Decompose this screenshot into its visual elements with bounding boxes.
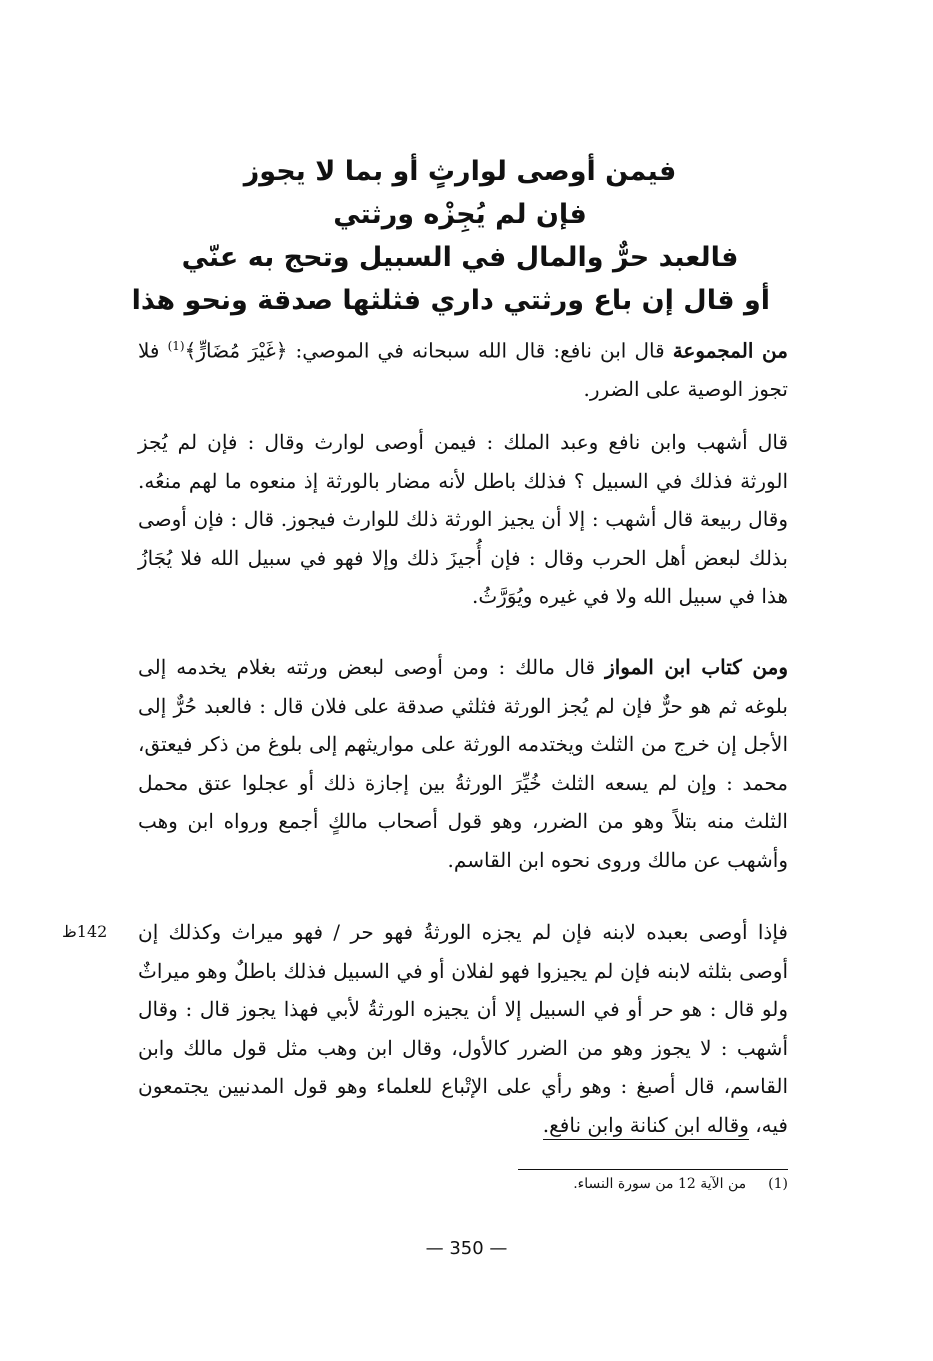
footnote-number: (1) [768, 1176, 788, 1192]
title-line-3: فالعبد حرٌّ والمال في السبيل وتحج به عنّي [181, 242, 739, 273]
paragraph-4 [138, 913, 788, 1144]
page-number: — 350 — [425, 1238, 508, 1259]
paragraph-text: فإذا أوصى بعبده لابنه فإن لم يجزه الورثةُ فهو حر / فهو ميراث وكذلك إن أوصى بثلثه لابنه فإن لم يجيزوا فهو لفلان أو في السبيل فذلك باطلٌ وهو ميراثٌ ولو قال : هو حر أو في السبيل إلا أن يجيزه الورثةُ لأبي فهذا يجوز قال : وقال أشهب : لا يجوز وهو من الضرر كالأول، وقال ابن وهب مثل قول مالك وابن القاسم، قال أصبغ : وهو رأي على الإتْباع للعلماء وهو قول المدنيين يجتمعون فيه، [138, 920, 788, 1137]
source-label: ومن كتاب ابن المواز [605, 655, 788, 679]
title-line-1: فيمن أوصى لوارثٍ أو بما لا يجوز [243, 156, 677, 187]
source-label: من المجموعة [672, 338, 788, 363]
footnote-reference: (1) [167, 339, 185, 353]
title-line-4: أو قال إن باع ورثتي داري فثلثها صدقة ونحو هذا [131, 285, 770, 316]
paragraph-ending: وقاله ابن كنانة وابن نافع. [543, 1113, 749, 1140]
title-line-2: فإن لم يُجِزْه ورثتي [333, 199, 587, 230]
footnote [288, 1176, 788, 1192]
paragraph-text-continued: فلا تجوز الوصية على الضرر. [138, 338, 788, 402]
footnote-text: من الآية 12 من سورة النساء. [573, 1176, 747, 1192]
folio-margin-note: 142ظ [62, 922, 108, 941]
paragraph-text: قال أشهب وابن نافع وعبد الملك : فيمن أوصى لوارث وقال : فإن لم يُجز الورثة فذلك في السبيل ؟ فذلك باطل لأنه مضار بالورثة إذ منعوه ما لهم منعُه. وقال ربيعة قال أشهب : إلا أن يجيز الورثة ذلك للوارث فيجوز. قال : فإن أوصى بذلك لبعض أهل الحرب وقال : فإن أُجيزَ ذلك وإلا فهو في سبيل الله فلا يُجَازُ هذا في سبيل الله ولا في غيره ويُوَرَّثُ. [138, 430, 788, 608]
paragraph-2 [138, 423, 788, 616]
paragraph-3 [138, 648, 788, 879]
paragraph-text: قال مالك : ومن أوصى لبعض ورثته بغلام يخدمه إلى بلوغه ثم هو حرٌّ فإن لم يُجز الورثة فثلثي صدقة على فلان قال : فالعبد حُرٌّ إلى الأجل إن خرج من الثلث ويختدمه الورثة على مواريثهم إلى بلوغ من ذكر فيعتق، محمد : وإن لم يسعه الثلث خُيِّرَ الورثةُ بين إجازة ذلك أو عجلوا عتق محمل الثلث منه بتلاً وهو من الضرر، وهو قول أصحاب مالكٍ أجمع ورواه ابن وهب وأشهب عن مالك وروى نحوه ابن القاسم. [138, 655, 788, 872]
chapter-title [131, 150, 770, 322]
paragraph-text: قال ابن نافع: قال الله سبحانه في الموصي: ﴿غَيْرَ مُضَارٍّ﴾ [184, 338, 673, 363]
paragraph-1 [138, 327, 788, 409]
footnote-divider [518, 1169, 788, 1170]
